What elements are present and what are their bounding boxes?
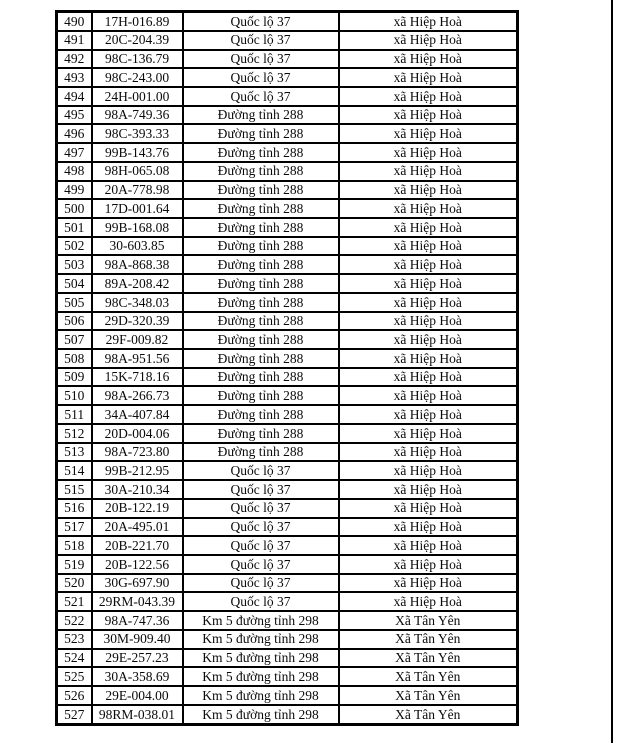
cell-road: Quốc lộ 37	[183, 461, 339, 480]
cell-plate: 99B-212.95	[92, 461, 183, 480]
cell-no: 510	[57, 386, 92, 405]
cell-plate: 17H-016.89	[92, 12, 183, 31]
table-row	[57, 143, 518, 162]
cell-location: xã Hiệp Hoà	[339, 499, 518, 518]
table-row	[57, 536, 518, 555]
cell-plate: 99B-143.76	[92, 143, 183, 162]
cell-no: 525	[57, 667, 92, 686]
cell-road: Quốc lộ 37	[183, 12, 339, 31]
cell-road: Đường tỉnh 288	[183, 218, 339, 237]
table-row	[57, 199, 518, 218]
cell-no: 524	[57, 649, 92, 668]
cell-road: Quốc lộ 37	[183, 87, 339, 106]
cell-road: Đường tỉnh 288	[183, 293, 339, 312]
cell-plate: 34A-407.84	[92, 405, 183, 424]
cell-no: 501	[57, 218, 92, 237]
cell-plate: 98C-348.03	[92, 293, 183, 312]
cell-plate: 30A-358.69	[92, 667, 183, 686]
cell-location: xã Hiệp Hoà	[339, 293, 518, 312]
cell-location: xã Hiệp Hoà	[339, 349, 518, 368]
cell-no: 502	[57, 237, 92, 256]
cell-location: xã Hiệp Hoà	[339, 592, 518, 611]
cell-road: Quốc lộ 37	[183, 499, 339, 518]
cell-road: Đường tỉnh 288	[183, 424, 339, 443]
cell-no: 494	[57, 87, 92, 106]
cell-plate: 98A-266.73	[92, 386, 183, 405]
cell-plate: 29E-257.23	[92, 649, 183, 668]
cell-plate: 89A-208.42	[92, 274, 183, 293]
cell-location: xã Hiệp Hoà	[339, 162, 518, 181]
cell-plate: 17D-001.64	[92, 199, 183, 218]
table-row	[57, 12, 518, 31]
cell-road: Đường tỉnh 288	[183, 386, 339, 405]
table-row	[57, 424, 518, 443]
cell-no: 515	[57, 480, 92, 499]
cell-no: 507	[57, 330, 92, 349]
cell-plate: 98A-747.36	[92, 611, 183, 630]
cell-plate: 98A-951.56	[92, 349, 183, 368]
cell-location: xã Hiệp Hoà	[339, 424, 518, 443]
cell-no: 490	[57, 12, 92, 31]
cell-plate: 29D-320.39	[92, 312, 183, 331]
table-row	[57, 686, 518, 705]
cell-no: 516	[57, 499, 92, 518]
cell-no: 523	[57, 630, 92, 649]
cell-no: 503	[57, 255, 92, 274]
cell-road: Quốc lộ 37	[183, 518, 339, 537]
cell-road: Km 5 đường tỉnh 298	[183, 686, 339, 705]
cell-road: Quốc lộ 37	[183, 31, 339, 50]
table-row	[57, 405, 518, 424]
table-row	[57, 592, 518, 611]
cell-location: Xã Tân Yên	[339, 630, 518, 649]
cell-road: Đường tỉnh 288	[183, 181, 339, 200]
cell-location: xã Hiệp Hoà	[339, 405, 518, 424]
cell-road: Quốc lộ 37	[183, 592, 339, 611]
cell-no: 499	[57, 181, 92, 200]
table-row	[57, 124, 518, 143]
table-row	[57, 274, 518, 293]
cell-location: xã Hiệp Hoà	[339, 443, 518, 462]
cell-no: 518	[57, 536, 92, 555]
cell-plate: 20A-778.98	[92, 181, 183, 200]
cell-plate: 98H-065.08	[92, 162, 183, 181]
table-row	[57, 218, 518, 237]
cell-location: xã Hiệp Hoà	[339, 386, 518, 405]
cell-location: xã Hiệp Hoà	[339, 461, 518, 480]
cell-no: 491	[57, 31, 92, 50]
cell-road: Đường tỉnh 288	[183, 143, 339, 162]
table-row	[57, 181, 518, 200]
cell-road: Đường tỉnh 288	[183, 368, 339, 387]
cell-plate: 20B-122.56	[92, 555, 183, 574]
cell-location: xã Hiệp Hoà	[339, 50, 518, 69]
cell-plate: 98A-723.80	[92, 443, 183, 462]
cell-location: xã Hiệp Hoà	[339, 237, 518, 256]
cell-road: Km 5 đường tỉnh 298	[183, 705, 339, 725]
table-row	[57, 461, 518, 480]
table-row	[57, 349, 518, 368]
table-row	[57, 162, 518, 181]
cell-location: xã Hiệp Hoà	[339, 218, 518, 237]
table-row	[57, 386, 518, 405]
cell-road: Đường tỉnh 288	[183, 405, 339, 424]
table-row	[57, 630, 518, 649]
table-row	[57, 106, 518, 125]
table-row	[57, 667, 518, 686]
cell-no: 498	[57, 162, 92, 181]
cell-no: 526	[57, 686, 92, 705]
cell-road: Đường tỉnh 288	[183, 199, 339, 218]
cell-plate: 24H-001.00	[92, 87, 183, 106]
cell-road: Đường tỉnh 288	[183, 274, 339, 293]
cell-location: xã Hiệp Hoà	[339, 330, 518, 349]
table-row	[57, 87, 518, 106]
table-row	[57, 611, 518, 630]
cell-location: xã Hiệp Hoà	[339, 143, 518, 162]
table-row	[57, 31, 518, 50]
page-edge-line	[611, 0, 613, 743]
cell-road: Km 5 đường tỉnh 298	[183, 630, 339, 649]
table-row	[57, 518, 518, 537]
cell-no: 504	[57, 274, 92, 293]
cell-plate: 29E-004.00	[92, 686, 183, 705]
cell-plate: 30M-909.40	[92, 630, 183, 649]
cell-road: Km 5 đường tỉnh 298	[183, 667, 339, 686]
table-row	[57, 368, 518, 387]
table-row	[57, 237, 518, 256]
cell-road: Quốc lộ 37	[183, 574, 339, 593]
cell-no: 519	[57, 555, 92, 574]
cell-no: 505	[57, 293, 92, 312]
cell-plate: 30-603.85	[92, 237, 183, 256]
cell-location: xã Hiệp Hoà	[339, 518, 518, 537]
cell-no: 497	[57, 143, 92, 162]
table-body	[57, 12, 518, 725]
cell-location: xã Hiệp Hoà	[339, 536, 518, 555]
table-row	[57, 312, 518, 331]
cell-location: Xã Tân Yên	[339, 649, 518, 668]
table-row	[57, 499, 518, 518]
cell-location: xã Hiệp Hoà	[339, 12, 518, 31]
cell-no: 509	[57, 368, 92, 387]
cell-location: Xã Tân Yên	[339, 611, 518, 630]
cell-plate: 30G-697.90	[92, 574, 183, 593]
cell-road: Quốc lộ 37	[183, 50, 339, 69]
cell-no: 520	[57, 574, 92, 593]
cell-no: 500	[57, 199, 92, 218]
cell-plate: 98A-868.38	[92, 255, 183, 274]
cell-plate: 29F-009.82	[92, 330, 183, 349]
cell-location: xã Hiệp Hoà	[339, 480, 518, 499]
table-row	[57, 50, 518, 69]
cell-plate: 98RM-038.01	[92, 705, 183, 725]
cell-no: 493	[57, 68, 92, 87]
cell-no: 513	[57, 443, 92, 462]
cell-location: xã Hiệp Hoà	[339, 106, 518, 125]
table-row	[57, 330, 518, 349]
cell-location: xã Hiệp Hoà	[339, 124, 518, 143]
cell-no: 521	[57, 592, 92, 611]
cell-location: Xã Tân Yên	[339, 705, 518, 725]
cell-road: Km 5 đường tỉnh 298	[183, 649, 339, 668]
cell-no: 522	[57, 611, 92, 630]
cell-no: 527	[57, 705, 92, 725]
table-row	[57, 255, 518, 274]
table-row	[57, 649, 518, 668]
vehicle-list-table	[55, 10, 519, 726]
cell-plate: 30A-210.34	[92, 480, 183, 499]
cell-road: Đường tỉnh 288	[183, 255, 339, 274]
table-row	[57, 480, 518, 499]
cell-road: Đường tỉnh 288	[183, 162, 339, 181]
cell-road: Quốc lộ 37	[183, 480, 339, 499]
cell-road: Quốc lộ 37	[183, 536, 339, 555]
table-row	[57, 293, 518, 312]
table-row	[57, 443, 518, 462]
cell-no: 492	[57, 50, 92, 69]
table-row	[57, 555, 518, 574]
cell-plate: 29RM-043.39	[92, 592, 183, 611]
cell-location: xã Hiệp Hoà	[339, 274, 518, 293]
cell-no: 495	[57, 106, 92, 125]
cell-plate: 98C-393.33	[92, 124, 183, 143]
cell-road: Đường tỉnh 288	[183, 106, 339, 125]
cell-location: xã Hiệp Hoà	[339, 199, 518, 218]
cell-plate: 15K-718.16	[92, 368, 183, 387]
cell-no: 517	[57, 518, 92, 537]
cell-location: Xã Tân Yên	[339, 667, 518, 686]
cell-road: Km 5 đường tỉnh 298	[183, 611, 339, 630]
cell-plate: 20B-221.70	[92, 536, 183, 555]
cell-no: 496	[57, 124, 92, 143]
cell-plate: 20B-122.19	[92, 499, 183, 518]
cell-road: Đường tỉnh 288	[183, 312, 339, 331]
cell-location: xã Hiệp Hoà	[339, 555, 518, 574]
cell-road: Đường tỉnh 288	[183, 237, 339, 256]
cell-road: Quốc lộ 37	[183, 555, 339, 574]
cell-location: xã Hiệp Hoà	[339, 87, 518, 106]
cell-no: 506	[57, 312, 92, 331]
cell-plate: 20D-004.06	[92, 424, 183, 443]
cell-no: 514	[57, 461, 92, 480]
cell-no: 512	[57, 424, 92, 443]
cell-plate: 98C-136.79	[92, 50, 183, 69]
cell-plate: 98C-243.00	[92, 68, 183, 87]
cell-location: xã Hiệp Hoà	[339, 181, 518, 200]
cell-location: xã Hiệp Hoà	[339, 31, 518, 50]
cell-location: xã Hiệp Hoà	[339, 574, 518, 593]
cell-no: 511	[57, 405, 92, 424]
cell-road: Quốc lộ 37	[183, 68, 339, 87]
cell-location: xã Hiệp Hoà	[339, 368, 518, 387]
table-row	[57, 68, 518, 87]
cell-location: xã Hiệp Hoà	[339, 68, 518, 87]
cell-location: xã Hiệp Hoà	[339, 255, 518, 274]
cell-road: Đường tỉnh 288	[183, 330, 339, 349]
cell-plate: 20C-204.39	[92, 31, 183, 50]
cell-location: xã Hiệp Hoà	[339, 312, 518, 331]
cell-no: 508	[57, 349, 92, 368]
cell-road: Đường tỉnh 288	[183, 349, 339, 368]
cell-road: Đường tỉnh 288	[183, 443, 339, 462]
cell-road: Đường tỉnh 288	[183, 124, 339, 143]
cell-plate: 98A-749.36	[92, 106, 183, 125]
cell-plate: 20A-495.01	[92, 518, 183, 537]
cell-location: Xã Tân Yên	[339, 686, 518, 705]
table-row	[57, 574, 518, 593]
cell-plate: 99B-168.08	[92, 218, 183, 237]
table-row	[57, 705, 518, 725]
